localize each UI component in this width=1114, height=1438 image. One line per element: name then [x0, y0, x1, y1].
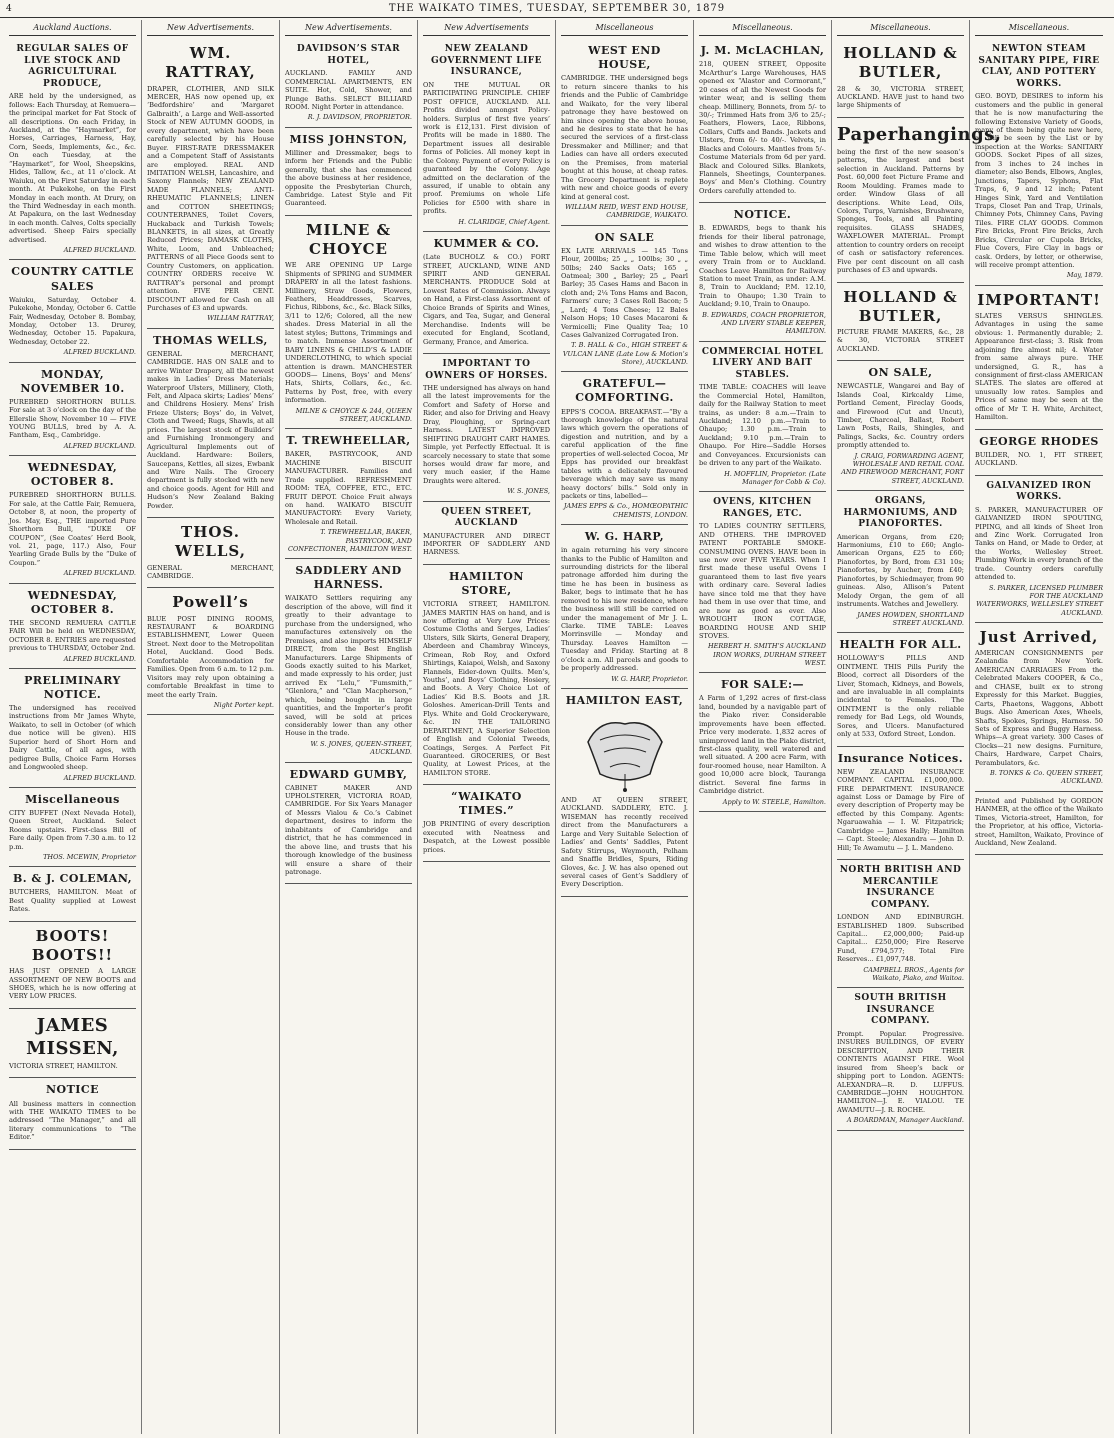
- advertisement-heading: EDWARD GUMBY,: [289, 767, 408, 781]
- advertisement: [9, 456, 136, 583]
- advertisement: [561, 525, 688, 689]
- advertisement-heading: J. M. McLACHLAN,: [700, 44, 825, 58]
- advertisement-body: WE ARE OPENING UP Large Shipments of SPRING and SUMMER DRAPERY in all the latest fashions. Millinery, Straw Goods, Flowers, Feathers, Headdresses, Scarves, Fichus, Ribbons, &c., &c. Black Silks, 3/11 to 12/6; Colored, all the new shades. Dress Material in all the latest styles; Buttons, Trimmings and to match. Immense Assortment of BABY LINENS & CHILD’S & LADIE UNDERCLOTHING, to which special attention is drawn. MANCHESTER GOODS— Linens, Boys’ and Mens’ Hats, Shirts, Collars, &c., &c. Patterns by Post, free, with every information.: [285, 261, 412, 405]
- advertisement-heading: QUEEN STREET, AUCKLAND: [441, 506, 532, 529]
- saddle-illustration: [580, 712, 670, 792]
- advertisement: [423, 785, 550, 862]
- advertisement: [561, 689, 688, 897]
- advertisement-body: BLUE POST DINING ROOMS, RESTAURANT & BOARDING ESTABLISHMENT, Lower Queen Street. Next door to the Metropolitan Hotel, Auckland. Good Beds. Comfortable Accommodation for Families. Open from 6 a.m. to 12 p.m. Visitors may rely upon obtaining a comfortable Breakfast in time to meet the early Train.: [147, 614, 274, 699]
- advertisement: [9, 788, 136, 868]
- advertisement-signature: ALFRED BUCKLAND.: [63, 773, 136, 782]
- advertisement-body: Milliner and Dressmaker, begs to inform her Friends and the Public generally, that she has commenced the above business at her residence, opposite the Presbyterian Church, Cambridge. Latest Style and Fit Guaranteed.: [285, 148, 412, 208]
- advertisement-heading: ORGANS, HARMONIUMS, AND PIANOFORTES.: [843, 496, 958, 530]
- advertisement-body: AMERICAN CONSIGNMENTS per Zealandia from New York. AMERICAN CARRIAGES From the Celebrated Makers COOPER, & Co., and CHASE, built ex to strong Expressly for this Market. Buggies, Carts, Phaetons, Waggons, Abbott Bugs. Also American Axes, Wheels, Shafts, Spokes, Springs, Harness. 50 Sets of Express and Buggy Harness. Whips—A great variety. 300 Cases of Clocks—21 new designs. Furniture, Chairs, Hardware, Carpet Chairs, Perambulators, &c.: [975, 649, 1103, 767]
- advertisement-signature: W. S. JONES, QUEEN-STREET, AUCKLAND.: [310, 739, 412, 757]
- advertisement-heading: COUNTRY CATTLE SALES: [11, 265, 134, 293]
- advertisement: [699, 342, 826, 493]
- advertisement-heading: MISS JOHNSTON,: [289, 132, 408, 146]
- column-6: [694, 20, 832, 1434]
- advertisement-signature: May, 1879.: [1066, 271, 1103, 280]
- advertisement-signature: J. CRAIG, FORWARDING AGENT, WHOLESALE AND RETAIL COAL AND FIREWOOD MERCHANT, FORT STREET, AUCKLAND.: [841, 451, 964, 485]
- advertisement-heading: HOLLAND & BUTLER,: [843, 44, 958, 82]
- advertisement-heading: Just Arrived,: [979, 627, 1099, 646]
- advertisement: [423, 232, 550, 354]
- advertisement: [975, 476, 1103, 623]
- advertisement: [561, 372, 688, 525]
- advertisement: [9, 1009, 136, 1079]
- advertisement-heading: MILNE & CHOYCE: [305, 220, 392, 259]
- advertisement-heading: THOS. WELLS,: [175, 523, 246, 561]
- advertisement-heading: HOLLAND & BUTLER,: [843, 287, 958, 325]
- advertisement-body: HOLLOWAY’S PILLS AND OINTMENT. THIS Pills Purify the Blood, correct all Disorders of the Liver, Stomach, Kidneys, and Bowels, and are invaluable in all complaints incidental to Females. The OINTMENT is the only reliable remedy for Bad Legs, old Wounds, Sores, and Ulcers. Manufactured only at 533, Oxford Street, London.: [837, 654, 964, 739]
- advertisement: [975, 430, 1103, 476]
- advertisement: [9, 669, 136, 788]
- advertisement-signature: H. CLARIDGE, Chief Agent.: [458, 217, 550, 226]
- advertisement-body: ON THE MUTUAL OR PARTICIPATING PRINCIPLE. CHIEF POST OFFICE, AUCKLAND. ALL Profits divided amongst Policy-holders. Surplus of first five years’ work is £12,131. First division of Profits will be made in 1880. The Department issues all desirable forms of Policies. All money kept in the Colony. Payment of every Policy is guaranteed by the Colony. Age admitted on the declaration of the assured, if unable to obtain any proof. Premiums on whole Life Policies for £500 with share in profits.: [423, 80, 550, 216]
- column-section-header: Miscellaneous: [561, 22, 688, 36]
- newspaper-title: THE WAIKATO TIMES, TUESDAY, SEPTEMBER 30, 1879: [388, 3, 726, 14]
- advertisement: [285, 763, 412, 885]
- advertisement-signature: T. B. HALL & Co., HIGH STREET & VULCAN LANE (Late Low & Motion’s Store), AUCKLAND.: [562, 341, 688, 367]
- advertisement-body: THE undersigned has always on hand all the latest improvements for the Comfort and Safety of Horse and Rider, and also for Driving and Heavy Dray, Ploughing, or Spring-cart Harness. LATEST IMPROVED SHIFTING DRAUGHT CART HAMES. Simple, yet Perfectly Effectual. It is scarcely necessary to state that some horses would draw far more, and very much easier, if the Hame Draughts were altered.: [423, 384, 550, 485]
- advertisement-heading: WEST END HOUSE,: [588, 44, 661, 72]
- advertisement: [9, 867, 136, 921]
- column-3: [280, 20, 418, 1434]
- advertisement-heading: JAMES MISSEN,: [26, 1014, 119, 1059]
- advertisement-signature: ALFRED BUCKLAND.: [63, 569, 136, 578]
- advertisement: [837, 747, 964, 860]
- advertisement-body: BUILDER, NO. 1, FIT STREET, AUCKLAND.: [975, 450, 1103, 468]
- advertisement-body: 218, QUEEN STREET, Opposite McArthur’s Large Warehouses, HAS opened ex “Alastor and Cormorant,” 20 cases of all the Newest Goods for winter wear, and is selling them cheap. Millinery, Bonnets, from 5/- to 30/-; Trimmed Hats from 3/6 to 25/-; Feathers, Flowers, Lace, Ribbons, Collars, Cuffs and Bands. Jackets and Ulsters, from 6/- to 40/-. Velvets, in Blacks and Colours. Mantles from 5/-. Costume Materials from 6d per yard. Black and Coloured Silks. Blankets, Flannels, Sheetings, Counterpanes. Boys’ and Men’s Clothing. Country Orders carefully attended to.: [699, 60, 826, 195]
- advertisement: [147, 39, 274, 329]
- advertisement: [837, 361, 964, 491]
- advertisement-body: LONDON AND EDINBURGH. ESTABLISHED 1809. Subscribed Capital... £2,000,000; Paid-up Capital... £250,000; Fire Reserve Fund, £794,577; Total Fire Reserves... £1,097,748.: [837, 913, 964, 964]
- advertisement-heading: GALVANIZED IRON WORKS.: [986, 480, 1092, 503]
- advertisement-heading: THOMAS WELLS,: [153, 333, 268, 347]
- advertisement-heading: SADDLERY AND HARNESS.: [295, 564, 402, 592]
- advertisement-signature: CAMPBELL BROS., Agents for Waikato, Piako, and Waitoa.: [863, 965, 964, 983]
- advertisement-signature: WILLIAM REID, WEST END HOUSE, CAMBRIDGE, WAIKATO.: [565, 202, 688, 220]
- advertisement-body: ARE held by the undersigned, as follows: Each Thursday, at Remuera—the principal market for Fat Stock of all descriptions. On each Friday, in Auckland, at the “Haymarket”, for Horses, Carriages, Harness, Hay, Corn, Seeds, Implements, &c., &c. On each Tuesday, at the “Haymarket”, for Wool, Sheepskins, Hides, Tallow, &c., at 11 o’clock. At Waiuku, on the First Saturday in each month. At Pukekohe, on the First Monday in each month. At Drury, on the Third Wednesday in each month. At Papakura, on the last Wednesday in each month. Calves, Colts specially advertised. Sheep Fairs specially advertised.: [9, 92, 136, 244]
- advertisement-signature: WILLIAM RATTRAY,: [207, 314, 274, 323]
- advertisement: [837, 860, 964, 988]
- advertisement-heading: REGULAR SALES OF LIVE STOCK AND AGRICULTURAL PRODUCE,: [16, 44, 129, 89]
- column-2: [142, 20, 280, 1434]
- masthead: [0, 0, 1114, 18]
- advertisement: [9, 584, 136, 669]
- advertisement-body: NEW ZEALAND INSURANCE COMPANY. CAPITAL £1,000,000. FIRE DEPARTMENT. INSURANCE against Loss or Damage by Fire of every description of Property may be effected by this Company. Agents: Ngaruawahia — I. W. Fitzpatrick; Cambridge — James Hally; Hamilton — Capt. Steele; Alexandra — John D. Hill; Te Awamutu — J. L. Mandeno.: [837, 767, 964, 852]
- advertisement: [837, 988, 964, 1130]
- advertisement: [285, 216, 412, 429]
- advertisement: [837, 633, 964, 746]
- advertisement-heading: Insurance Notices.: [837, 751, 964, 765]
- advertisement: [837, 118, 1002, 283]
- advertisement-body: MANUFACTURER AND DIRECT IMPORTER OF SADDLERY AND HARNESS.: [423, 531, 550, 557]
- advertisement-body: AUCKLAND. FAMILY AND COMMERCIAL APARTMENTS, EN SUITE. Hot, Cold, Shower, and Plunge Baths. SELECT BILLIARD ROOM. Night Porter in attendance.: [285, 69, 412, 112]
- advertisement-signature: B. EDWARDS, COACH PROPRIETOR, AND LIVERY STABLE KEEPER, HAMILTON.: [702, 310, 826, 336]
- advertisement-signature: ALFRED BUCKLAND.: [63, 246, 136, 255]
- advertisement-signature: ALFRED BUCKLAND.: [63, 654, 136, 663]
- advertisement: [699, 492, 826, 673]
- advertisement-body: CAMBRIDGE. THE undersigned begs to return sincere thanks to his friends and the Public of Cambridge and Waikato, for the very liberal patronage they have bestowed on him since opening the above house, and he desires to state that he has secured the services of a first-class Dressmaker and Milliner; and that Ladies can have all orders executed on the Premises, from material bought at this house, at cheap rates. The Grocery Department is replete with new and choice goods of every kind at general cost.: [561, 74, 688, 201]
- advertisement-signature: Night Porter kept.: [213, 700, 274, 709]
- advertisement-signature: Apply to W. STEELE, Hamilton.: [722, 797, 826, 806]
- advertisement: [975, 286, 1103, 430]
- advertisement: [147, 518, 274, 588]
- advertisement-heading: Paperhangings,: [837, 123, 1002, 145]
- advertisement-body: CABINET MAKER AND UPHOLSTERER, VICTORIA ROAD, CAMBRIDGE. For Six Years Manager of Messrs Vialou & Co.’s Cabinet department, desires to inform the inhabitants of Cambridge and district, that he has commenced in the above line, and trusts that his thorough knowledge of the business will ensure a share of their patronage.: [285, 783, 412, 876]
- advertisement-heading: NOTICE: [45, 1083, 100, 1097]
- advertisement: [975, 623, 1103, 792]
- advertisement-body: BUTCHERS, HAMILTON. Meat of Best Quality supplied at Lowest Rates.: [9, 888, 136, 914]
- advertisement-heading: T. TREWHEELLAR,: [286, 434, 411, 448]
- advertisement-body: HAS JUST OPENED A LARGE ASSORTMENT OF NEW BOOTS and SHOES, which he is now offering at VERY LOW PRICES.: [9, 967, 136, 1001]
- advertisement: [423, 502, 550, 565]
- advertisement-signature: H. MOFFLIN, Proprietor. (Late Manager for Cobb & Co).: [724, 469, 826, 486]
- advertisement-body: DRAPER, CLOTHIER, AND SILK MERCER, HAS now opened up, ex ‘Bedfordshire’ and ‘Margaret Galbraith’, a Large and Well-assorted Stock of NEW AUTUMN GOODS, in every department, which have been carefully selected by his House Buyer. FIRST-RATE DRESSMAKER and a Competent Staff of Assistants are employed. REAL AND IMITATION WELSH, Lancashire, and Saxony Flannels; NEW ZEALAND MADE FLANNELS; ANTI-RHEUMATIC FLANNELS; LINEN and COTTON SHEETINGS; COUNTERPANES, Toilet Covers, Huckaback and Turkish Towels; BLANKETS, in all sizes, at Greatly Reduced Prices; DAMASK CLOTHS, White, Loom, and Unbleached; PATTERNS of all Piece Goods sent to Country Customers, on application. COUNTRY ORDERS receive W. RATTRAY’s personal and prompt attention. FIVE PER CENT. DISCOUNT allowed for Cash on all Purchases of £3 and upwards.: [147, 84, 274, 312]
- advertisement-signature: B. TONKS & Co. QUEEN STREET, AUCKLAND.: [989, 769, 1103, 786]
- column-section-header: Miscellaneous.: [975, 22, 1103, 36]
- advertisement-signature: MILNE & CHOYCE & 244, QUEEN STREET, AUCKLAND.: [295, 406, 412, 424]
- advertisement: [561, 39, 688, 225]
- advertisement-body: GENERAL MERCHANT, CAMBRIDGE. HAS ON SALE and to arrive Winter Drapery, all the newest makes in Ladies’ Dress Materials; Waterproof Ulsters, Millinery, Cloth, Felt, and Alpaca skirts; Ladies’ Mens’ and Childrens Hosiery. Mens’ Irish Frieze Ulsters; Boys’ do, in Velvet, Cloth and Tweed; Rugs, Shawls, at all prices. The largest stock of Builders’ and Furnishing Ironmongery and Agricultural Implements out of Auckland. Hardware: Boilers, Saucepans, Kettles, all sizes, Ewbank and Wire Nails. The Grocery department is fully stocked with new and choice goods. Agent for Hill and Hudson’s New Zealand Baking Powder.: [147, 349, 274, 510]
- advertisement: [423, 354, 550, 502]
- advertisement-signature: R. J. DAVIDSON, PROPRIETOR.: [307, 113, 412, 122]
- advertisement-body: THE SECOND REMUERA CATTLE FAIR Will be held on WEDNESDAY, OCTOBER 8. ENTRIES are requested previous to THURSDAY, October 2nd.: [9, 618, 136, 653]
- advertisement-signature: HERBERT H. SMITH’S AUCKLAND IRON WORKS, DURHAM STREET WEST.: [708, 642, 826, 668]
- advertisement-heading: WEDNESDAY, OCTOBER 8.: [27, 461, 118, 489]
- advertisement-body: CITY BUFFET (Next Nevada Hotel), Queen Street, Auckland. Select Rooms upstairs. First-class Bill of Fare daily. Open from 7.30 a.m. to 12 p.m.: [9, 808, 136, 851]
- advertisement-body: JOB PRINTING of every description executed with Neatness and Despatch, at the Lowest possible prices.: [423, 820, 550, 854]
- advertisement-body: TO LADIES COUNTRY SETTLERS, AND OTHERS. THE IMPROVED PATENT PORTABLE SMOKE-CONSUMING OVENS. HAVE been in use now over FIVE YEARS. When I first made these useful Ovens I guaranteed them to last five years with ordinary care. Several ladies have since told me that they have had them in use over that time, and are now as good as ever. Also WROUGHT IRON COTTAGE, BOARDING HOUSE AND SHIP STOVES.: [699, 522, 826, 640]
- page-number: 4: [6, 3, 13, 14]
- advertisement-heading: IMPORTANT!: [977, 290, 1101, 309]
- column-section-header: New Advertisements.: [147, 22, 274, 36]
- newspaper-columns: [4, 20, 1110, 1434]
- advertisement-body: PUREBRED SHORTHORN BULLS. For sale at 3 o’clock on the day of the Ellerslie Show, November 10 — FIVE YOUNG BULLS, bred by A. A. Fantham, Esq., Cambridge.: [9, 397, 136, 440]
- advertisement-heading: IMPORTANT TO OWNERS OF HORSES.: [425, 358, 548, 381]
- advertisement-signature: W. S. JONES,: [507, 487, 550, 496]
- advertisement-heading: GRATEFUL—COMFORTING.: [575, 377, 674, 405]
- advertisement-signature: T. TREWHEELLAR, BAKER, PASTRYCOOK, AND CONFECTIONER, HAMILTON WEST.: [287, 528, 412, 553]
- advertisement-signature: ALFRED BUCKLAND.: [63, 348, 136, 357]
- advertisement: [423, 39, 550, 232]
- advertisement-body: PICTURE FRAME MAKERS, &c., 28 & 30, VICTORIA STREET AUCKLAND.: [837, 327, 964, 353]
- advertisement: [837, 39, 964, 118]
- column-section-header: Miscellaneous.: [699, 22, 826, 36]
- advertisement-body: GENERAL MERCHANT, CAMBRIDGE.: [147, 563, 274, 580]
- advertisement-heading: WEDNESDAY, OCTOBER 8.: [27, 588, 118, 616]
- advertisement-heading: DAVIDSON’S STAR HOTEL,: [296, 44, 401, 66]
- advertisement: [837, 283, 964, 362]
- advertisement: [699, 673, 826, 812]
- advertisement-heading: NOTICE.: [733, 208, 792, 222]
- advertisement-body: (Late BUCHOLZ & CO.) FORT STREET, AUCKLAND, WINE AND SPIRIT AND GENERAL MERCHANTS. PRODUCE Sold at Lowest Rates of Commission. Always on Hand, a First-class Assortment of Choice Brands of Spirits and Wines, Cigars, and Tea, Sugar, and General Merchandise. Indents will be executed for England, Scotland, Germany, France, and America.: [423, 253, 550, 346]
- advertisement-body: S. PARKER, MANUFACTURER OF GALVANIZED IRON SPOUTING, PIPING, and all kinds of Sheet Iron and Zinc Work. Corrugated Iron Tanks on Hand, or Made to Order, at the Works, Wellesley Street. Plumbing Work in every branch of the trade. Country orders carefully attended to.: [975, 505, 1103, 582]
- advertisement-body: Printed and Published by GORDON HANMER, at the office of the Waikato Times, Victoria-street, Hamilton, for the Proprietor, at his office, Victoria-street, Hamilton, Waikato, Province of Auckland, New Zealand.: [975, 796, 1103, 847]
- advertisement-heading: KUMMER & CO.: [433, 237, 540, 251]
- advertisement-body: AND AT QUEEN STREET, AUCKLAND. SADDLERY, ETC. J. WISEMAN has recently received direct from the Manufacturers a Large and Very Suitable Selection of Ladies’ and Gents’ Saddles, Patent Safety Stirrups, Weymouth, Pelham and Snaffle Bridles, Spurs, Riding Gloves, &c. J. W. has also opened out several cases of Gent’s Saddlery of Every Description.: [561, 796, 688, 889]
- advertisement-body: EPPS’S COCOA. BREAKFAST.—“By a thorough knowledge of the natural laws which govern the operations of digestion and nutrition, and by a careful application of the fine properties of well-selected Cocoa, Mr Epps has provided our breakfast tables with a delicately flavoured beverage which may save us many heavy doctors’ bills.” Sold only in packets or tins, labelled—: [561, 407, 688, 500]
- advertisement-heading: B. & J. COLEMAN,: [12, 872, 133, 886]
- advertisement-body: being the first of the new season’s patterns, the largest and best selection in Auckland. Patterns by Post. 60,000 feet Picture Frame and Room Moulding. Frames made to order. Window Glass of all descriptions. White Lead, Oils, Colors, Turps, Varnishes, Brushware, Sponges, Tools, and all Painting requisites. GLASS SHADES, WAXFLOWER MATERIAL. Prompt attention to country orders on receipt of cash or satisfactory references. Five per cent discount on all cash purchases of £3 and upwards.: [837, 147, 964, 275]
- advertisement-signature: W. G. HARP, Proprietor.: [611, 674, 688, 683]
- advertisement: [285, 39, 412, 128]
- advertisement-body: EX LATE ARRIVALS — 145 Tons Flour, 200lbs; 25 „ „ 100lbs; 30 „ „ 50lbs; 240 Sacks Oats; 165 „ Oatmeal; 300 „ Barley; 25 „ Pearl Barley; 35 Cases Hams and Bacon in cloth and; 2¼ Tons Hams and Bacon, Farmers’ cure; 3 Cases Roll Bacon; 5 „ Lard; 4 Tons Cheese; 12 Bales Nelson Hops; 10 Cases Macaroni & Vermicelli; Fine Quality Tea; 10 Cases Galvanized Corrugated Iron.: [561, 246, 688, 340]
- advertisement-heading: OVENS, KITCHEN RANGES, ETC.: [713, 497, 812, 519]
- advertisement-body: The undersigned has received instructions from Mr James Whyte, Waikato, to sell in October (of which due notice will be given). HIS Superior herd of Short Horn and Dairy Cattle, of all ages, with pedigree Bulls, Choice Farm Horses and Longwooled sheep.: [9, 704, 136, 772]
- advertisement: [285, 559, 412, 762]
- advertisement-heading: W. G. HARP,: [584, 530, 665, 543]
- column-section-header: Auckland Auctions.: [9, 22, 136, 36]
- advertisement-body: TIME TABLE: COACHES will leave the Commercial Hotel, Hamilton, daily for the Railway Station to meet trains, as under: 8 a.m.—Train to Auckland; 12.10 p.m.—Train to Ohaupo; 1.30 p.m.—Train to Auckland; 9.10 p.m.—Train to Ohaupo. For Hire—Saddle Horses and Conveyances. Excursionists can be driven to any part of the Waikato.: [699, 383, 826, 468]
- advertisement-heading: BOOTS! BOOTS!!: [31, 926, 114, 964]
- advertisement: [285, 128, 412, 216]
- advertisement: [699, 39, 826, 203]
- advertisement-body: B. EDWARDS, begs to thank his friends for their liberal patronage, and wishes to draw attention to the Time Table below, which will meet every Train from or to Auckland. Coaches Leave Hamilton for Railway Station to meet Train, as under: A.M. 8, Train to Auckland; P.M. 12.10, Train to Ohaupo; 1.30 Train to Auckland; 9.10, Train to Onaupo.: [699, 224, 826, 309]
- advertisement-signature: S. PARKER, LICENSED PLUMBER FOR THE AUCKLAND WATERWORKS, WELLESLEY STREET AUCKLAND.: [976, 583, 1103, 617]
- column-section-header: New Advertisements.: [285, 22, 412, 36]
- column-4: [418, 20, 556, 1434]
- column-8: [970, 20, 1108, 1434]
- column-1: [4, 20, 142, 1434]
- advertisement-body: Waiuku, Saturday, October 4. Pukekohe, Monday, October 6. Cattle Fair, Wednesday, October 8. Bombay, Monday, October 13. Drurey, Wednesday, October 15. Papakura, Wednesday, October 22.: [9, 295, 136, 346]
- advertisement-body: All business matters in connection with THE WAIKATO TIMES to be addressed “The Manager,” and all literary communications to “The Editor.”: [9, 1099, 136, 1142]
- advertisement: [9, 922, 136, 1009]
- advertisement-heading: HAMILTON STORE,: [449, 569, 524, 597]
- advertisement-heading: WM. RATTRAY,: [165, 44, 256, 82]
- advertisement-body: A Farm of 1,292 acres of first-class land, bounded by a navigable part of the Piako river. Considerable improvements have been effected. Price very moderate. 1,832 acres of unimproved land in the Piako district, first-class quality, well watered and well situated. A 200 acre Farm, with four-roomed house, near Hamilton. A good 10,000 acre block, Tauranga district. Several fine farms in Cambridge district.: [699, 694, 826, 796]
- advertisement-signature: ALFRED BUCKLAND.: [63, 441, 136, 450]
- advertisement-signature: A BOARDMAN, Manager Auckland.: [846, 1116, 964, 1125]
- advertisement-heading: NORTH BRITISH AND MERCANTILE INSURANCE COMPANY.: [839, 865, 962, 910]
- advertisement-signature: JAMES EPPS & Co., HOMŒOPATHIC CHEMISTS, LONDON.: [563, 502, 688, 519]
- advertisement: [285, 429, 412, 559]
- advertisement-signature: THOS. MCEWIN, Proprietor: [43, 853, 136, 862]
- advertisement-heading: HAMILTON EAST,: [565, 693, 684, 707]
- advertisement-body: PUREBRED SHORTHORN BULLS. For sale, at the Cattle Fair, Remuera, October 8, at noon, the property of Jos. May, Esq., THE imported Pure Shorthorn Bull, “DUKE OF COUPON”, (See Coates’ Herd Book, vol. 21, page, 117.) Also, Four Yearling Grade Bulls by the “Duke of Coupon.”: [9, 491, 136, 567]
- advertisement-body: VICTORIA STREET, HAMILTON. JAMES MARTIN HAS on hand, and is now offering at Very Low Prices: Costume Cloths and Serges, Ladies’ Ulsters, Silk Skirts, General Drapery, Aberdeen and Chambray Winceys, Crimean, Rob Roy, and Oxford Shirtings, Kaiapoi, Welsh, and Saxony Flannels, Eider-down Quilts. Men’s, Youths’, and Boys’ Clothing, Hosiery, and Boots. A Very Choice Lot of Ladies’ Kid B.S. Boots and J.R. Goloshes. American-Drill Tents and Flys. White and Gold Crockeryware, &c. IN THE TAILORING DEPARTMENT, A Superior Selection of English and Colonial Tweeds, Coatings, Serges. A Perfect Fit Guaranteed. GROCERIES, Of Best Quality, at Lowest Prices, at the HAMILTON STORE.: [423, 600, 550, 777]
- advertisement-heading: PRELIMINARY NOTICE.: [24, 673, 121, 701]
- advertisement-body: GEO. BOYD, DESIRES to inform his customers and the public in general that he is now manufacturing the following Extensive Variety of Goods, many of them being quite new here, as will be seen by the List or by inspection at the Works: SANITARY GOODS. Socket Pipes of all sizes, from 3 inches to 24 inches in diameter; also Bends, Elbows, Angles, Junctions, Tapers, Syphons, Flat Traps, 6, 9 and 12 inch; Patent Hinges Sink, Yard and Ventilation Traps, Closet Pan and Trap, Urinals, Chimney Pots, Chimney Cans, Paving Tiles. FIRE CLAY GOODS. Common Fire Bricks, Front Fire Bricks, Arch Bricks, Circular or Cupola Bricks, Flue Covers, Fire Clay in bags or cask. Orders, by letter, or otherwise, will receive prompt attention.: [975, 92, 1103, 270]
- advertisement-body: Prompt. Popular. Progressive. INSURES BUILDINGS, OF EVERY DESCRIPTION, AND THEIR CONTENTS AGAINST FIRE. Wool insured from Sheep’s back or shipping port to London. AGENTS: ALEXANDRA—R. D. LUFFUS. CAMBRIDGE—JOHN HOUGHTON. HAMILTON—J. E. VIALOU. TE AWAMUTU—J. R. ROCHE.: [837, 1029, 964, 1114]
- advertisement: [423, 565, 550, 785]
- advertisement-body: 28 & 30, VICTORIA STREET, AUCKLAND. HAVE just to hand two large Shipments of: [837, 84, 964, 110]
- advertisement-heading: COMMERCIAL HOTEL LIVERY AND BAIT STABLES.: [701, 346, 824, 380]
- advertisement-heading: Powell’s: [172, 593, 249, 612]
- advertisement-body: WAIKATO Settlers requiring any description of the above, will find it greatly to their advantage to purchase from the undersigned, who manufactures extensively on the Premises, and also imports HIMSELF DIRECT, from the Best English Manufacturers. Large Shipments of Goods exactly suited to his Market, and made expressly to his order, just arrived Ex “Lelu,” “Fumsmith,” “Glenlora,” and “Clan Macpherson,” which, being bought in large quantities, and the Importer’s profit saved, will be sold at prices considerably lower than any other House in the trade.: [285, 594, 412, 738]
- advertisement: [837, 491, 964, 633]
- advertisement: [561, 226, 688, 373]
- advertisement-heading: NEWTON STEAM SANITARY PIPE, FIRE CLAY, AND POTTERY WORKS.: [978, 44, 1100, 89]
- advertisement-heading: SOUTH BRITISH INSURANCE COMPANY.: [854, 993, 947, 1027]
- advertisement-body: American Organs, from £20; Harmoniums, £10 to £60; Anglo-American Organs, £25 to £60; Pianofortes, by Bord, from £31 10s; Pianofortes, by Aucher, from £40; Pianofortes, by Schiedmayer, from 90 guineas. Also, Allison’s Patent Melody Organ, the gem of all instruments. Watches and Jewellery.: [837, 532, 964, 609]
- advertisement-heading: MONDAY, NOVEMBER 10.: [20, 367, 125, 395]
- column-5: [556, 20, 694, 1434]
- advertisement: [699, 203, 826, 341]
- advertisement-body: SLATES VERSUS SHINGLES. Advantages in using the same obvious: 1. Permanently durable; 2. Appearance first-class; 3. Risk from adjoining fire almost nil; 4. Water from same always pure. THE undersigned, G. R., has a consignment of first-class AMERICAN SLATES. The slates are offered at unusually low rates. Samples and Prices of same may be seen at the office of Mr T. H. White, Architect, Hamilton.: [975, 311, 1103, 422]
- column-section-header: Miscellaneous.: [837, 22, 964, 36]
- advertisement: [147, 329, 274, 518]
- advertisement: [975, 39, 1103, 286]
- advertisement: [9, 260, 136, 362]
- advertisement-body: VICTORIA STREET, HAMILTON.: [9, 1061, 118, 1070]
- advertisement-heading: Miscellaneous: [25, 792, 120, 806]
- advertisement: [9, 39, 136, 260]
- advertisement: [9, 1078, 136, 1149]
- advertisement: [9, 363, 136, 457]
- advertisement-body: BAKER, PASTRYCOOK, AND MACHINE BISCUIT MANUFACTURER. Families and Trade supplied. REFRESHMENT ROOM: TEA, COFFEE, ETC., ETC. FRUIT DEPOT. Choice Fruit always on hand. WAIKATO BISCUIT MANUFACTORY: Every Variety, Wholesale and Retail.: [285, 450, 412, 526]
- column-7: [832, 20, 1002, 1434]
- advertisement-heading: “WAIKATO TIMES.”: [451, 790, 522, 818]
- advertisement-heading: GEORGE RHODES: [979, 434, 1099, 448]
- advertisement-heading: ON SALE,: [868, 366, 933, 380]
- advertisement-heading: NEW ZEALAND GOVERNMENT LIFE INSURANCE,: [430, 44, 543, 78]
- advertisement-body: in again returning his very sincere thanks to the Public of Hamilton and surrounding districts for the liberal patronage afforded him during the time he has been in business as Baker, begs to intimate that he has removed to his new residence, where the business will still be carried on under the management of Mr J. L. Clarke. TIME TABLE: Leaves Morrinsville — Monday and Thursday. Leaves Hamilton — Tuesday and Friday. Starting at 8 o’clock a.m. All parcels and goods to be properly addressed.: [561, 546, 688, 673]
- advertisement-signature: JAMES HOWDEN, SHORTLAND STREET AUCKLAND.: [857, 610, 964, 627]
- advertisement: [147, 588, 274, 715]
- advertisement-heading: HEALTH FOR ALL.: [839, 638, 962, 652]
- column-section-header: New Advertisements: [423, 22, 550, 36]
- advertisement-heading: FOR SALE:—: [720, 678, 805, 692]
- advertisement: [975, 792, 1103, 856]
- advertisement-body: NEWCASTLE, Wangarei and Bay of Islands Coal, Kirkcaldy Lime, Portland Cement, Fireclay Goods, and Firewood (Cut and Uncut), Timber, Charcoal, Ballast, Robert Lawn Posts, Rails, Shingles, and Palings, Sacks, &c. Country orders promptly attended to.: [837, 382, 964, 450]
- advertisement-heading: ON SALE: [594, 230, 655, 244]
